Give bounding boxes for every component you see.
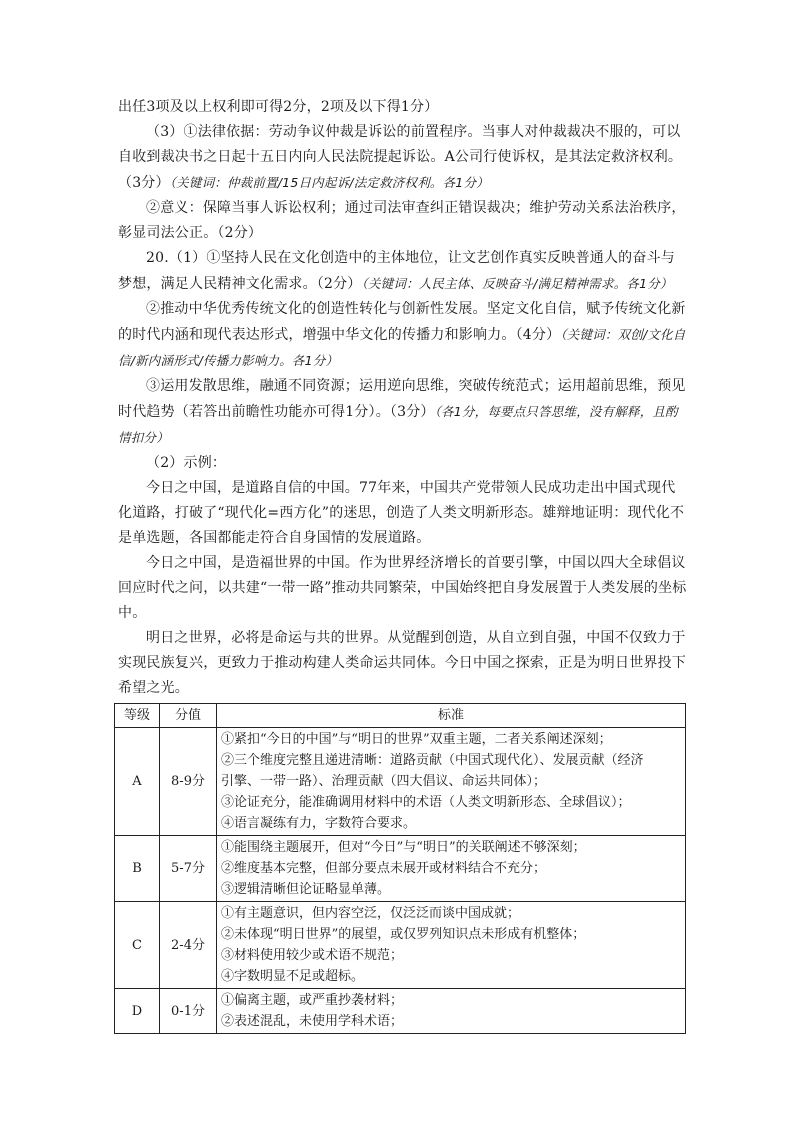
criteria-line: ②三个维度完整且递进清晰：道路贡献（中国式现代化）、发展贡献（经济 — [221, 753, 644, 768]
q20-1-text: 20.（1）①坚持人民在文化创造中的主体地位，让文艺创作真实反映普通人的奋斗与梦想，满足人民精神文化需求。（2分） — [118, 250, 675, 292]
table-row — [115, 902, 686, 989]
criteria-line: 引擎、一带一路）、治理贡献（四大倡议、命运共同体）； — [221, 774, 547, 789]
example-paragraph-1: 今日之中国，是道路自信的中国。77年来，中国共产党带领人民成功走出中国式现代化道路，打破了“现代化=西方化”的迷思，创造了人类文明新形态。雄辩地证明：现代化不是单选题，各国都能走符合自身国情的发展道路。 — [118, 480, 685, 546]
legal-basis-text: （3）①法律依据：劳动争议仲裁是诉讼的前置程序。当事人对仲裁裁决不服的，可以自收到裁决书之日起十五日内向人民法院提起诉讼。A公司行使诉权，是其法定救济权利。（3分） — [118, 124, 683, 191]
paragraph-q20-3 — [118, 374, 688, 451]
criteria-cell — [217, 836, 686, 902]
criteria-line: ①偏离主题，或严重抄袭材料； — [221, 993, 404, 1008]
criteria-line: ①紧扣“今日的中国”与“明日的世界”双重主题，二者关系阐述深刻； — [221, 732, 612, 747]
criteria-line: ③逻辑清晰但论证略显单薄。 — [221, 882, 391, 897]
paragraph-legal-basis — [118, 120, 688, 196]
criteria-line: ③材料使用较少或术语不规范； — [221, 948, 404, 963]
level-cell: A — [115, 728, 160, 836]
example-heading: （2）示例： — [146, 455, 227, 471]
table-row — [115, 989, 686, 1034]
paragraph-q20-2 — [118, 297, 688, 374]
criteria-line: ④字数明显不足或超标。 — [221, 969, 365, 984]
example-paragraph-2: 今日之中国，是造福世界的中国。作为世界经济增长的首要引擎，中国以四大全球倡议回应时代之问，以共建“一带一路”推动共同繁荣，中国始终把自身发展置于人类发展的坐标中。 — [118, 555, 687, 621]
header-level: 等级 — [115, 704, 160, 728]
header-criteria: 标准 — [217, 704, 686, 728]
score-cell: 5-7分 — [160, 836, 217, 902]
score-cell: 8-9分 — [160, 728, 217, 836]
grading-table — [114, 703, 686, 1034]
criteria-line: ①有主题意识，但内容空泛，仅泛泛而谈中国成就； — [221, 906, 521, 921]
legal-basis-keywords: （关键词：仲裁前置/15日内起诉/法定救济权利。各1分） — [169, 175, 489, 190]
criteria-cell — [217, 989, 686, 1034]
score-cell: 0-1分 — [160, 989, 217, 1034]
q20-3-keywords: （各1分，每要点只答思维，没有解释，且酌情扣分） — [118, 404, 678, 445]
q20-2-keywords: （关键词：双创/文化自信/新内涵形式/传播力影响力。各1分） — [118, 327, 686, 368]
criteria-cell — [217, 902, 686, 989]
criteria-line: ②未体现“明日世界”的展望，或仅罗列知识点未形成有机整体； — [221, 927, 586, 942]
text-line-rights-score: 出任3项及以上权利即可得2分，2项及以下得1分） — [118, 99, 439, 115]
paragraph-q20-1 — [118, 246, 688, 297]
table-header-row — [115, 704, 686, 728]
criteria-line: ②表述混乱，未使用学科术语； — [221, 1014, 404, 1029]
score-cell: 2-4分 — [160, 902, 217, 989]
level-cell: D — [115, 989, 160, 1034]
header-score: 分值 — [160, 704, 217, 728]
criteria-line: ①能围绕主题展开，但对“今日”与“明日”的关联阐述不够深刻； — [221, 840, 586, 855]
level-cell: B — [115, 836, 160, 902]
criteria-line: ③论证充分，能准确调用材料中的术语（人类文明新形态、全球倡议）； — [221, 795, 631, 810]
criteria-cell — [217, 728, 686, 836]
table-row — [115, 728, 686, 836]
criteria-line: ④语言凝练有力，字数符合要求。 — [221, 816, 417, 831]
level-cell: C — [115, 902, 160, 989]
paragraph-significance: ②意义：保障当事人诉讼权利；通过司法审查纠正错误裁决；维护劳动关系法治秩序，彰显司法公正。（2分） — [118, 200, 686, 241]
example-paragraph-3: 明日之世界，必将是命运与共的世界。从觉醒到创造，从自立到自强，中国不仅致力于实现民族复兴，更致力于推动构建人类命运共同体。今日中国之探索，正是为明日世界投下希望之光。 — [118, 630, 686, 696]
criteria-line: ②维度基本完整，但部分要点未展开或材料结合不充分； — [221, 861, 547, 876]
q20-2-text: ②推动中华优秀传统文化的创造性转化与创新性发展。坚定文化自信，赋予传统文化新的时代内涵和现代表达形式，增强中华文化的传播力和影响力。（4分） — [118, 301, 686, 343]
q20-3-text: ③运用发散思维，融通不同资源；运用逆向思维，突破传统范式；运用超前思维，预见时代趋势（若答出前瞻性功能亦可得1分）。（3分） — [118, 378, 686, 420]
q20-1-keywords: （关键词：人民主体、反映奋斗/满足精神需求。各1分） — [361, 276, 673, 291]
table-row — [115, 836, 686, 902]
